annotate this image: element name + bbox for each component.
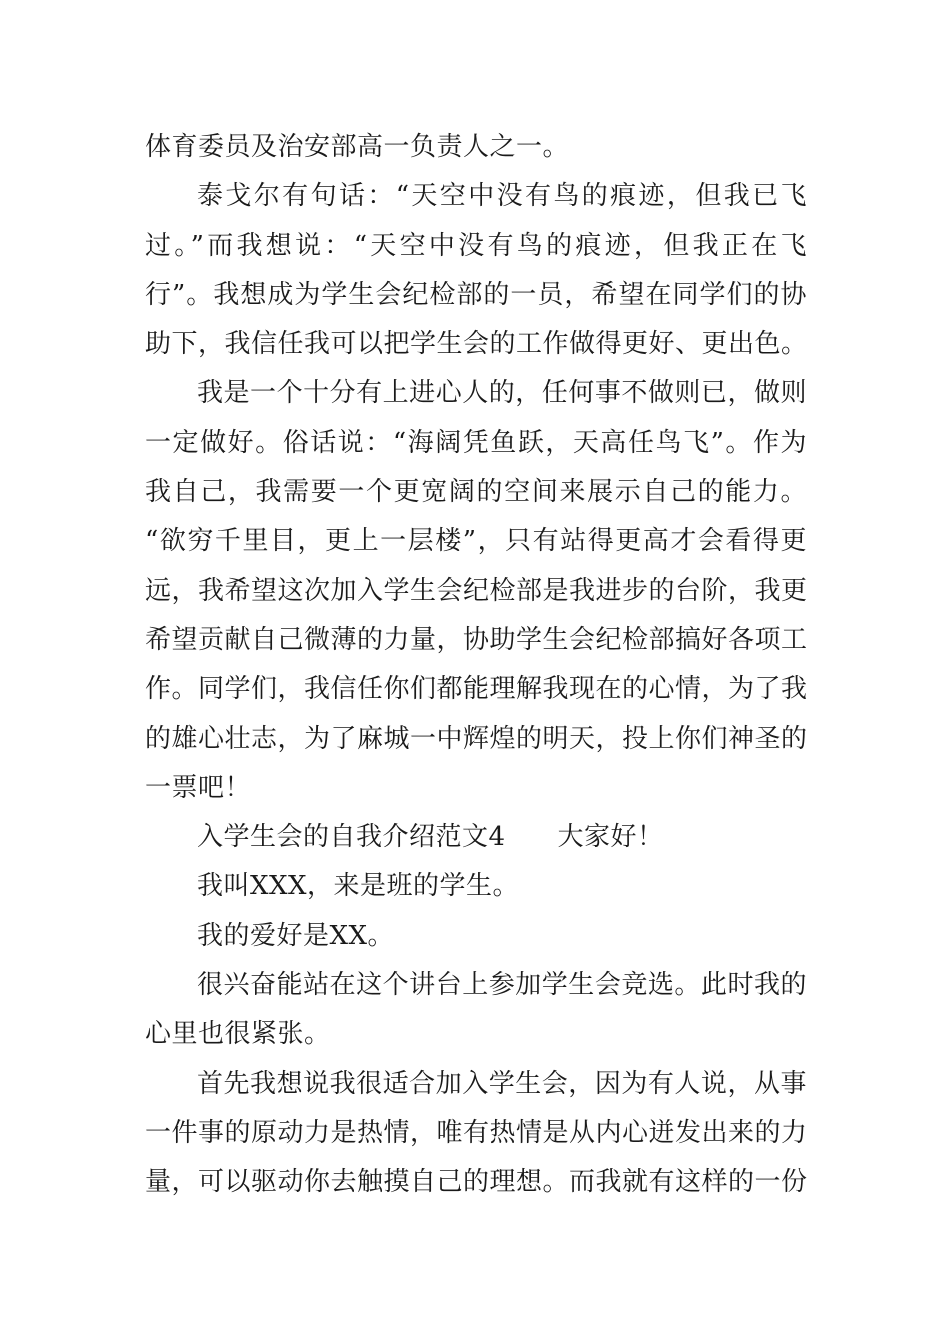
text-line: “欲穷千里目，更上一层楼”，只有站得更高才会看得更 — [145, 526, 807, 557]
text-line: 心里也很紧张。 — [145, 1019, 331, 1050]
text-line: 我是一个十分有上进心人的，任何事不做则已，做则 — [197, 378, 807, 409]
text-line: 一定做好。俗话说：“海阔凭鱼跃，天高任鸟飞”。作为 — [145, 427, 807, 458]
text-line: 的雄心壮志，为了麻城一中辉煌的明天，投上你们神圣的 — [145, 723, 808, 754]
text-line: 我叫XXX，来是班的学生。 — [197, 871, 520, 902]
section-heading: 入学生会的自我介绍范文4 — [197, 822, 506, 853]
text-line: 很兴奋能站在这个讲台上参加学生会竞选。此时我的 — [197, 970, 807, 1001]
text-line: 希望贡献自己微薄的力量，协助学生会纪检部搞好各项工 — [145, 624, 808, 655]
text-line: 首先我想说我很适合加入学生会，因为有人说，从事 — [197, 1068, 807, 1099]
text-line: 作。同学们，我信任你们都能理解我现在的心情，为了我 — [145, 674, 808, 705]
text-line: 一件事的原动力是热情，唯有热情是从内心迸发出来的力 — [145, 1117, 808, 1148]
text-line: 远，我希望这次加入学生会纪检部是我进步的台阶，我更 — [145, 575, 808, 606]
text-line: 量，可以驱动你去触摸自己的理想。而我就有这样的一份 — [145, 1167, 808, 1198]
text-line: 行”。我想成为学生会纪检部的一员，希望在同学们的协 — [145, 279, 807, 310]
text-line: 泰戈尔有句话：“天空中没有鸟的痕迹，但我已飞 — [197, 181, 807, 212]
text-line-heading — [145, 813, 807, 862]
document-body — [145, 123, 807, 1208]
text-line: 一票吧！ — [145, 772, 252, 803]
text-line: 我自己，我需要一个更宽阔的空间来展示自己的能力。 — [145, 477, 807, 508]
text-line: 过。”而我想说：“天空中没有鸟的痕迹，但我正在飞 — [145, 230, 807, 261]
greeting: 大家好！ — [557, 822, 664, 853]
text-line: 助下，我信任我可以把学生会的工作做得更好、更出色。 — [145, 329, 808, 360]
text-line: 我的爱好是XX。 — [197, 920, 395, 951]
text-line: 体育委员及治安部高一负责人之一。 — [145, 132, 570, 162]
